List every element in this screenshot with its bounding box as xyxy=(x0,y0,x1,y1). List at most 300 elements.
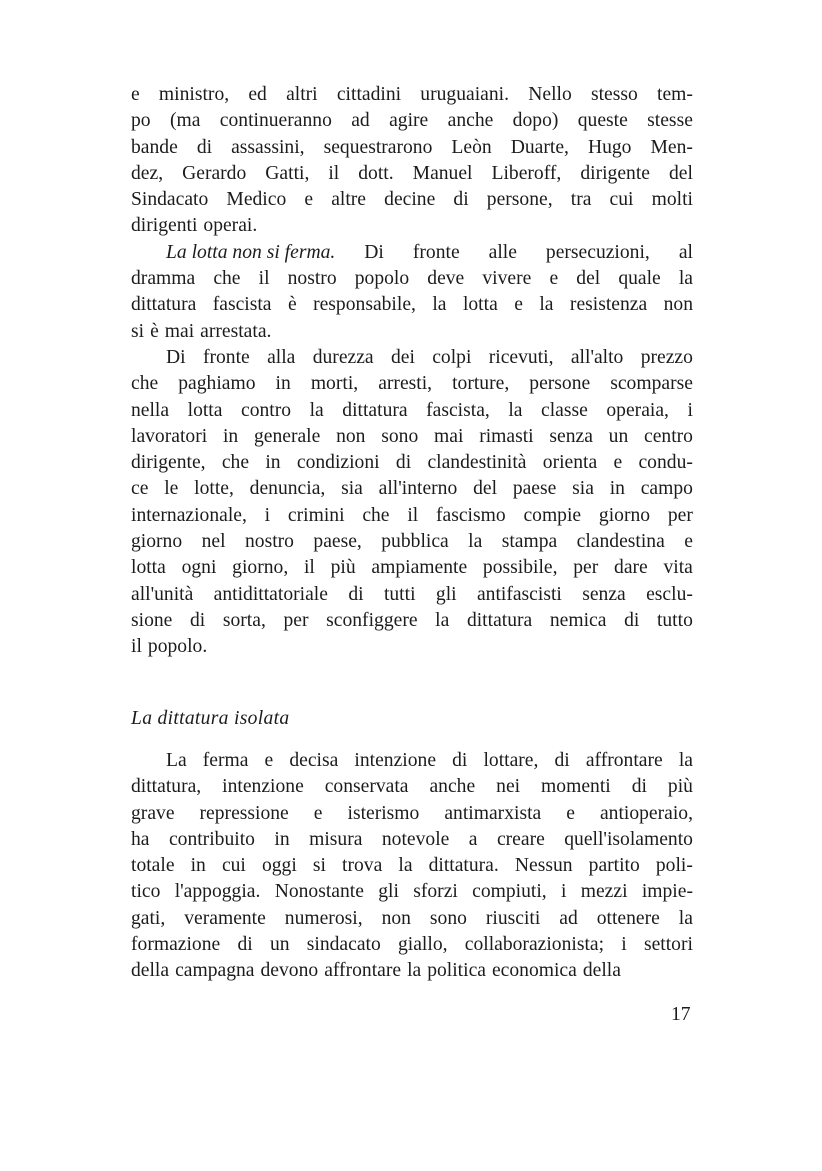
text-line xyxy=(131,424,693,450)
text-line xyxy=(131,774,693,800)
word: si xyxy=(312,855,326,877)
word: numerosi, xyxy=(284,907,363,929)
word: il xyxy=(328,162,340,184)
word: continueranno xyxy=(219,110,332,132)
word: tem- xyxy=(657,84,693,105)
text-line xyxy=(131,827,693,853)
word: a xyxy=(468,828,478,850)
text-line xyxy=(131,82,693,108)
word: di xyxy=(348,583,364,605)
word: isterismo xyxy=(347,802,420,824)
word: la xyxy=(508,399,523,421)
word: affrontare xyxy=(324,960,402,982)
word: altri xyxy=(286,84,318,105)
word: pubblica xyxy=(381,531,449,553)
text-line xyxy=(131,932,693,958)
word: paese xyxy=(512,478,557,500)
word: Nessun xyxy=(514,855,573,877)
word: e xyxy=(613,452,623,474)
text-line xyxy=(131,266,693,292)
word: i xyxy=(264,504,271,526)
word: contribuito xyxy=(168,828,255,850)
word: misura xyxy=(309,828,363,850)
word: molti xyxy=(651,189,693,211)
word: Leòn xyxy=(451,136,492,158)
word: mai xyxy=(434,425,464,447)
word: altre xyxy=(331,189,367,211)
word: l'appoggia. xyxy=(174,881,261,903)
word: dirigenti xyxy=(131,215,198,237)
word: trova xyxy=(342,855,383,877)
word: sforzi xyxy=(413,881,458,903)
word: lottare, xyxy=(483,750,539,771)
word: antimarxista xyxy=(444,802,542,824)
italic-lead: La lotta non si ferma. xyxy=(166,241,336,263)
paragraph-1 xyxy=(131,82,693,240)
text-line xyxy=(131,135,693,161)
word: ha xyxy=(131,828,150,850)
word: oggi xyxy=(261,855,297,877)
word: devono xyxy=(260,960,319,982)
word: vivere xyxy=(482,268,532,290)
word: assassini, xyxy=(231,136,305,158)
word: e xyxy=(304,189,314,211)
word: tutto xyxy=(656,609,693,631)
word: campo xyxy=(640,478,693,500)
word: all'interno xyxy=(378,478,458,500)
word: è xyxy=(150,320,159,342)
word: Sindacato xyxy=(131,189,209,211)
word: e xyxy=(313,802,323,824)
text-line xyxy=(131,345,693,371)
word: veramente xyxy=(184,907,266,929)
word: lotte, xyxy=(194,478,234,500)
text-line xyxy=(131,371,693,397)
word: esclu- xyxy=(646,583,693,605)
word: la xyxy=(678,750,693,771)
word: e xyxy=(131,84,140,105)
word: durezza xyxy=(312,346,374,368)
word: conservata xyxy=(324,776,409,798)
word: Di xyxy=(364,241,384,263)
word: la xyxy=(678,268,693,290)
word: paghiamo xyxy=(178,373,256,395)
text-line xyxy=(131,634,693,660)
word: decisa xyxy=(289,750,339,771)
word: in xyxy=(275,373,291,395)
word: lotta xyxy=(187,399,223,421)
word: compiuti, xyxy=(472,881,547,903)
word: formazione xyxy=(131,934,221,956)
word: del xyxy=(668,162,693,184)
paragraph-2 xyxy=(131,240,693,345)
word: dott. xyxy=(358,162,394,184)
word: decine xyxy=(384,189,436,211)
word: intenzione xyxy=(354,750,437,771)
text-line xyxy=(131,450,693,476)
word: rimasti xyxy=(479,425,534,447)
word: dei xyxy=(390,346,415,368)
word: ad xyxy=(559,907,578,929)
word: settori xyxy=(643,934,693,956)
word: popolo. xyxy=(147,636,208,658)
word: di xyxy=(624,609,640,631)
word: tico xyxy=(131,881,161,903)
word: la xyxy=(407,960,422,982)
word: Hugo xyxy=(587,136,632,158)
word: lotta xyxy=(462,294,498,316)
word: clandestina xyxy=(576,531,665,553)
word: lavoratori xyxy=(131,425,208,447)
word: un xyxy=(608,425,629,447)
word: Duarte, xyxy=(510,136,569,158)
word: i xyxy=(561,881,567,903)
word: totale xyxy=(131,855,175,877)
word: notevole xyxy=(381,828,450,850)
word: la xyxy=(435,609,450,631)
word: fascismo xyxy=(436,504,506,526)
word: dittatura, xyxy=(131,776,202,798)
word: la xyxy=(309,399,324,421)
word: contro xyxy=(241,399,292,421)
word: Gatti, xyxy=(265,162,310,184)
word: ottenere xyxy=(596,907,660,929)
word: centro xyxy=(644,425,693,447)
word: fascista, xyxy=(426,399,490,421)
word: generale xyxy=(253,425,321,447)
word: in xyxy=(222,425,239,447)
word: poli- xyxy=(655,855,693,877)
word: queste xyxy=(577,110,628,132)
word: e xyxy=(566,802,575,824)
word: le xyxy=(164,478,179,500)
word: persecuzioni, xyxy=(545,241,650,263)
word: (ma xyxy=(169,110,201,132)
text-line xyxy=(131,213,693,239)
section-text-block xyxy=(131,748,693,985)
word: po xyxy=(131,110,151,132)
word: in xyxy=(190,855,206,877)
word: Manuel xyxy=(412,162,473,184)
word: operaia, xyxy=(606,399,669,421)
word: orienta xyxy=(542,452,598,474)
word: ad xyxy=(351,110,370,132)
word: Nonostante xyxy=(274,881,364,903)
word: persone xyxy=(529,373,591,395)
paragraph-4 xyxy=(131,748,693,985)
page-number: 17 xyxy=(671,1004,691,1025)
word: dittatura xyxy=(131,294,197,316)
word: in xyxy=(265,452,281,474)
word: mezzi xyxy=(580,881,628,903)
word: lotta xyxy=(131,557,166,579)
word: possibile, xyxy=(482,557,558,579)
word: sono xyxy=(429,907,467,929)
word: all'unità xyxy=(131,583,194,605)
word: dez, xyxy=(131,162,164,184)
word: gli xyxy=(435,583,457,605)
word: fronte xyxy=(412,241,460,263)
word: in xyxy=(609,478,625,500)
word: della xyxy=(582,960,621,982)
word: per xyxy=(667,504,693,526)
word: sorta, xyxy=(222,609,266,631)
text-line xyxy=(131,801,693,827)
word: intenzione xyxy=(222,776,304,798)
word: nemica xyxy=(549,609,607,631)
text-line xyxy=(131,398,693,424)
text-line xyxy=(131,292,693,318)
word: scomparse xyxy=(610,373,693,395)
word: gli xyxy=(378,881,399,903)
word: paese, xyxy=(313,531,362,553)
word: nostro xyxy=(287,268,337,290)
word: anche xyxy=(447,110,494,132)
word: che xyxy=(221,452,250,474)
word: più xyxy=(667,776,693,798)
word: colpi xyxy=(432,346,472,368)
word: ce xyxy=(131,478,149,500)
word: collaborazionista; xyxy=(464,934,605,956)
word: è xyxy=(287,294,297,316)
text-line xyxy=(131,529,693,555)
word: del xyxy=(576,268,601,290)
word: stampa xyxy=(501,531,558,553)
word: ricevuti, xyxy=(488,346,554,368)
word: prezzo xyxy=(640,346,693,368)
text-line xyxy=(131,108,693,134)
word: alla xyxy=(267,346,296,368)
text-line xyxy=(131,187,693,213)
word: classe xyxy=(541,399,588,421)
word: deve xyxy=(427,268,465,290)
word: ampiamente xyxy=(371,557,468,579)
word: non xyxy=(381,907,411,929)
word: ogni xyxy=(181,557,217,579)
text-line xyxy=(131,853,693,879)
word: popolo xyxy=(354,268,410,290)
word: stesso xyxy=(590,84,638,105)
word: sindacato xyxy=(306,934,381,956)
word: antidittatoriale xyxy=(213,583,328,605)
word: di xyxy=(237,934,253,956)
word: cittadini xyxy=(336,84,402,105)
word: dirigente xyxy=(580,162,650,184)
word: la xyxy=(468,531,483,553)
word: resistenza xyxy=(569,294,648,316)
word: internazionale, xyxy=(131,504,247,526)
word: fronte xyxy=(202,346,250,368)
word: cui xyxy=(609,189,634,211)
word: Gerardo xyxy=(182,162,247,184)
word: campagna xyxy=(175,960,255,982)
text-line xyxy=(131,555,693,581)
word: un xyxy=(269,934,290,956)
word: alle xyxy=(488,241,517,263)
word: non xyxy=(336,425,366,447)
word: la xyxy=(678,907,693,929)
word: il xyxy=(303,557,315,579)
text-line xyxy=(131,319,693,345)
word: vita xyxy=(663,557,693,579)
word: i xyxy=(621,934,627,956)
word: sono xyxy=(381,425,419,447)
word: per xyxy=(283,609,309,631)
word: Di xyxy=(166,346,186,368)
word: tra xyxy=(570,189,592,211)
word: di xyxy=(395,452,412,474)
word: responsabile, xyxy=(313,294,416,316)
word: condizioni xyxy=(296,452,380,474)
word: e xyxy=(264,750,274,771)
word: di xyxy=(189,609,206,631)
text-line xyxy=(131,582,693,608)
word: non xyxy=(663,294,693,316)
word: più xyxy=(330,557,356,579)
word: antifascisti xyxy=(476,583,562,605)
word: senza xyxy=(582,583,626,605)
word: nostro xyxy=(244,531,294,553)
text-line xyxy=(131,879,693,905)
word: sequestrarono xyxy=(323,136,433,158)
word: Men- xyxy=(650,136,693,158)
word: dittatura xyxy=(342,399,408,421)
word: agire xyxy=(389,110,429,132)
word: all'alto xyxy=(570,346,624,368)
word: dramma xyxy=(131,268,196,290)
word: la xyxy=(539,294,554,316)
word: clandestinità xyxy=(427,452,527,474)
word: il xyxy=(407,504,419,526)
word: grave xyxy=(131,802,175,824)
word: senza xyxy=(549,425,593,447)
word: di xyxy=(196,136,213,158)
word: ministro, xyxy=(158,84,230,105)
word: cui xyxy=(221,855,246,877)
word: al xyxy=(678,241,693,263)
word: dittatura. xyxy=(428,855,499,877)
word: politica xyxy=(427,960,486,982)
word: momenti xyxy=(541,776,611,798)
word: tutti xyxy=(383,583,416,605)
word: di xyxy=(554,750,570,771)
word: bande xyxy=(131,136,178,158)
section-heading: La dittatura isolata xyxy=(131,708,290,729)
word: nei xyxy=(496,776,521,798)
word: Liberoff, xyxy=(491,162,562,184)
word: i xyxy=(687,399,693,421)
word: persone, xyxy=(486,189,553,211)
word: di xyxy=(631,776,647,798)
word: e xyxy=(514,294,523,316)
paragraph-3 xyxy=(131,345,693,661)
text-line xyxy=(131,958,693,984)
word: quell'isolamento xyxy=(564,828,693,850)
word: arrestata. xyxy=(200,320,272,342)
text-line xyxy=(131,608,693,634)
word: economica xyxy=(491,960,577,982)
word: La xyxy=(166,750,187,771)
word: riusciti xyxy=(485,907,541,929)
word: giorno xyxy=(598,504,651,526)
word: nella xyxy=(131,399,170,421)
word: arresti, xyxy=(378,373,433,395)
word: in xyxy=(274,828,290,850)
word: e xyxy=(549,268,559,290)
word: dopo) xyxy=(512,110,559,132)
text-line xyxy=(131,906,693,932)
word: denuncia, xyxy=(249,478,326,500)
word: la xyxy=(432,294,447,316)
word: nel xyxy=(201,531,226,553)
word: mai xyxy=(164,320,195,342)
word: giallo, xyxy=(398,934,448,956)
word: antioperaio, xyxy=(599,802,693,824)
word: dare xyxy=(614,557,648,579)
word: creare xyxy=(496,828,545,850)
word: della xyxy=(131,960,170,982)
main-text-block xyxy=(131,82,693,661)
word: sia xyxy=(572,478,594,500)
word: ed xyxy=(248,84,267,105)
word: che xyxy=(213,268,241,290)
word: che xyxy=(131,373,159,395)
word: la xyxy=(398,855,413,877)
word: impie- xyxy=(641,881,693,903)
word: e xyxy=(684,531,693,553)
word: per xyxy=(573,557,599,579)
word: condu- xyxy=(638,452,693,474)
word: gati, xyxy=(131,907,166,929)
word: del xyxy=(473,478,498,500)
word: Nello xyxy=(528,84,572,105)
word: Medico xyxy=(226,189,287,211)
word: dirigente, xyxy=(131,452,206,474)
word: uruguaiani. xyxy=(420,84,509,105)
word: di xyxy=(453,189,469,211)
word: fascista xyxy=(212,294,272,316)
word: ferma xyxy=(202,750,249,771)
word: compie xyxy=(523,504,582,526)
word: operai. xyxy=(203,215,258,237)
word: di xyxy=(452,750,468,771)
word: crimini xyxy=(287,504,345,526)
text-line xyxy=(131,476,693,502)
text-line xyxy=(131,748,693,774)
word: partito xyxy=(588,855,640,877)
word: sia xyxy=(341,478,363,500)
text-line xyxy=(131,240,693,266)
word: giorno xyxy=(131,531,183,553)
word: sione xyxy=(131,609,173,631)
word: si xyxy=(131,320,145,342)
word: sconfiggere xyxy=(326,609,418,631)
word: torture, xyxy=(452,373,510,395)
word: quale xyxy=(618,268,661,290)
word: affrontare xyxy=(585,750,663,771)
word: il xyxy=(258,268,270,290)
text-line xyxy=(131,161,693,187)
word: anche xyxy=(429,776,476,798)
word: dittatura xyxy=(466,609,533,631)
word: stesse xyxy=(647,110,693,132)
text-line xyxy=(131,503,693,529)
word: che xyxy=(362,504,390,526)
word: repressione xyxy=(199,802,289,824)
word: il xyxy=(131,636,142,658)
word: morti, xyxy=(310,373,359,395)
word: giorno, xyxy=(232,557,289,579)
